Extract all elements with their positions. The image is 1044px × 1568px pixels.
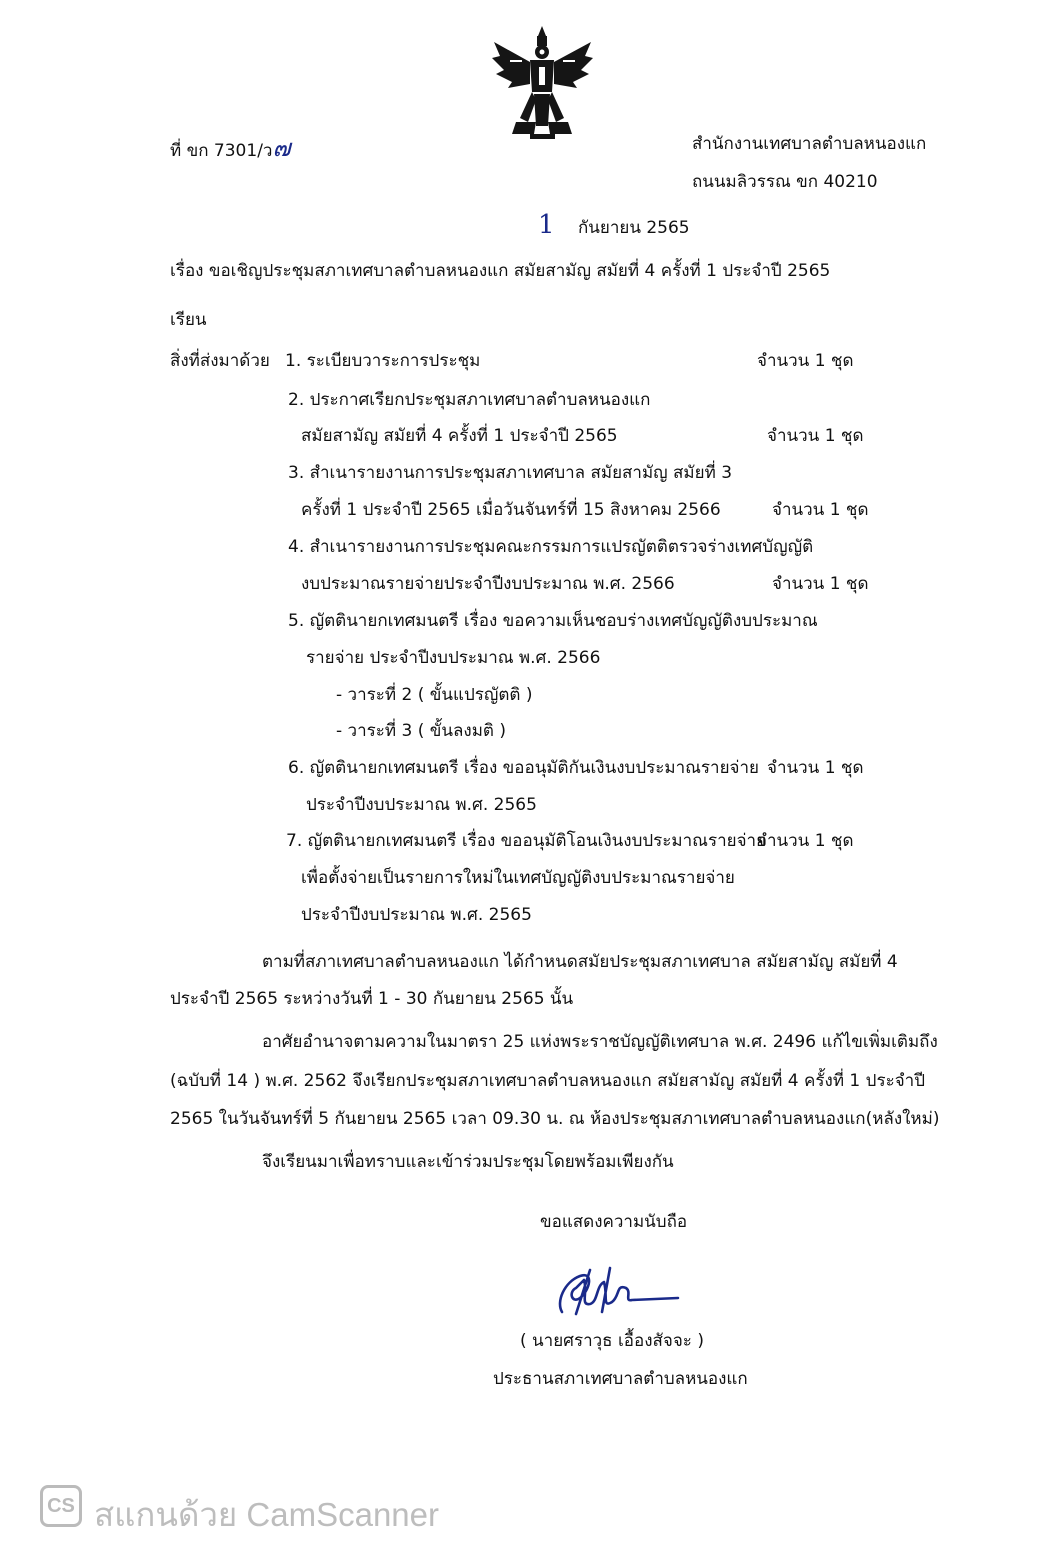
body-paragraph-2-line-1: อาศัยอำนาจตามความในมาตรา 25 แห่งพระราชบัญญัติเทศบาล พ.ศ. 2496 แก้ไขเพิ่มเติมถึง	[262, 1032, 938, 1052]
office-name: สำนักงานเทศบาลตำบลหนองแก	[692, 134, 927, 154]
enclosure-quantity: จำนวน 1 ชุด	[767, 426, 864, 446]
enclosure-line: ประจำปีงบประมาณ พ.ศ. 2565	[301, 905, 532, 925]
reference-number	[170, 136, 291, 160]
date-day: 1	[538, 210, 555, 240]
reference-prefix: ที่ ขก 7301/ว	[170, 141, 273, 161]
garuda-emblem-icon	[490, 22, 595, 142]
signatory-name: ( นายศราวุธ เอื้องสัจจะ )	[520, 1331, 704, 1351]
enclosure-line: 3. สำเนารายงานการประชุมสภาเทศบาล สมัยสามัญ สมัยที่ 3	[288, 463, 733, 483]
enclosure-line: สมัยสามัญ สมัยที่ 4 ครั้งที่ 1 ประจำปี 2565	[301, 426, 618, 446]
reference-handwritten-number: ๗	[272, 134, 291, 162]
enclosure-line: - วาระที่ 3 ( ขั้นลงมติ )	[336, 721, 506, 741]
enclosure-line: ครั้งที่ 1 ประจำปี 2565 เมื่อวันจันทร์ที่ 15 สิงหาคม 2566	[301, 500, 721, 520]
letter-recipient: เรียน	[170, 310, 207, 330]
office-address: ถนนมลิวรรณ ขก 40210	[692, 172, 878, 192]
body-paragraph-2-line-3: 2565 ในวันจันทร์ที่ 5 กันยายน 2565 เวลา 09.30 น. ณ ห้องประชุมสภาเทศบาลตำบลหนองแก(หลังใหม่)	[170, 1109, 940, 1129]
body-paragraph-2-line-2: (ฉบับที่ 14 ) พ.ศ. 2562 จึงเรียกประชุมสภาเทศบาลตำบลหนองแก สมัยสามัญ สมัยที่ 4 ครั้งที่ 1 ประจำปี	[170, 1071, 925, 1091]
enclosure-quantity: จำนวน 1 ชุด	[767, 758, 864, 778]
enclosure-line: รายจ่าย ประจำปีงบประมาณ พ.ศ. 2566	[306, 648, 601, 668]
camscanner-logo-icon: CS	[40, 1485, 82, 1527]
enclosure-line: 1. ระเบียบวาระการประชุม	[285, 351, 481, 371]
body-paragraph-1-line-2: ประจำปี 2565 ระหว่างวันที่ 1 - 30 กันยายน 2565 นั้น	[170, 989, 574, 1009]
enclosure-line: - วาระที่ 2 ( ขั้นแปรญัตติ )	[336, 685, 533, 705]
enclosure-quantity: จำนวน 1 ชุด	[757, 351, 854, 371]
enclosures-label: สิ่งที่ส่งมาด้วย	[170, 351, 270, 371]
enclosure-quantity: จำนวน 1 ชุด	[772, 574, 869, 594]
signature-image	[550, 1262, 680, 1322]
letter-date	[538, 212, 690, 238]
enclosure-line: 2. ประกาศเรียกประชุมสภาเทศบาลตำบลหนองแก	[288, 390, 651, 410]
enclosure-line: ประจำปีงบประมาณ พ.ศ. 2565	[306, 795, 537, 815]
signatory-position: ประธานสภาเทศบาลตำบลหนองแก	[493, 1369, 748, 1389]
camscanner-watermark: สแกนด้วย CamScanner	[94, 1496, 440, 1533]
enclosure-line: 7. ญัตตินายกเทศมนตรี เรื่อง ขออนุมัติโอนเงินงบประมาณรายจ่าย	[286, 831, 767, 851]
date-month-year: กันยายน 2565	[577, 218, 690, 238]
body-paragraph-1-line-1: ตามที่สภาเทศบาลตำบลหนองแก ได้กำหนดสมัยประชุมสภาเทศบาล สมัยสามัญ สมัยที่ 4	[262, 952, 898, 972]
enclosure-line: 5. ญัตตินายกเทศมนตรี เรื่อง ขอความเห็นชอบร่างเทศบัญญัติงบประมาณ	[288, 611, 818, 631]
letter-subject: เรื่อง ขอเชิญประชุมสภาเทศบาลตำบลหนองแก สมัยสามัญ สมัยที่ 4 ครั้งที่ 1 ประจำปี 2565	[170, 261, 831, 281]
enclosure-line: เพื่อตั้งจ่ายเป็นรายการใหม่ในเทศบัญญัติงบประมาณรายจ่าย	[301, 868, 735, 888]
body-paragraph-3: จึงเรียนมาเพื่อทราบและเข้าร่วมประชุมโดยพร้อมเพียงกัน	[262, 1152, 674, 1172]
enclosure-line: 6. ญัตตินายกเทศมนตรี เรื่อง ขออนุมัติกันเงินงบประมาณรายจ่าย	[288, 758, 760, 778]
closing-salutation: ขอแสดงความนับถือ	[540, 1212, 688, 1232]
enclosure-quantity: จำนวน 1 ชุด	[772, 500, 869, 520]
enclosure-quantity: จำนวน 1 ชุด	[757, 831, 854, 851]
enclosure-line: งบประมาณรายจ่ายประจำปีงบประมาณ พ.ศ. 2566	[301, 574, 675, 594]
enclosure-line: 4. สำเนารายงานการประชุมคณะกรรมการแปรญัตติตรวจร่างเทศบัญญัติ	[288, 537, 814, 557]
